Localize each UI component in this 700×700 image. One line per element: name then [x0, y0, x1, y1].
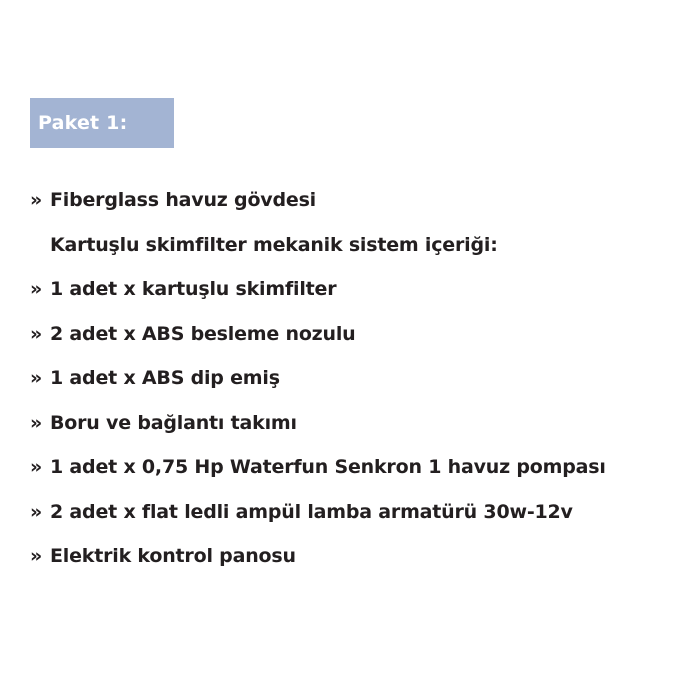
list-item — [30, 312, 690, 357]
list-item-text: Fiberglass havuz gövdesi — [50, 189, 316, 212]
list-item-subheading — [30, 223, 690, 268]
list-item — [30, 445, 690, 490]
bullet-marker: » — [30, 322, 43, 345]
list-item-text: 2 adet x ABS besleme nozulu — [50, 322, 356, 345]
bullet-marker: » — [30, 278, 43, 301]
list-item — [30, 401, 690, 446]
list-item-text: 1 adet x 0,75 Hp Waterfun Senkron 1 havuz pompası — [50, 456, 606, 479]
list-item-text: Boru ve bağlantı takımı — [50, 411, 297, 434]
list-item-text: Kartuşlu skimfilter mekanik sistem içeriği: — [50, 233, 498, 256]
list-item-text: 1 adet x kartuşlu skimfilter — [50, 278, 337, 301]
package-title: Paket 1: — [38, 112, 128, 134]
bullet-marker: » — [30, 456, 43, 479]
list-item-text: 2 adet x flat ledli ampül lamba armatürü 30w-12v — [50, 500, 573, 523]
list-item — [30, 490, 690, 535]
list-item-text: 1 adet x ABS dip emiş — [50, 367, 280, 390]
bullet-marker: » — [30, 545, 43, 568]
list-item — [30, 178, 690, 223]
list-item — [30, 267, 690, 312]
list-item-text: Elektrik kontrol panosu — [50, 545, 296, 568]
list-item — [30, 534, 690, 579]
bullet-marker: » — [30, 500, 43, 523]
package-badge — [30, 98, 174, 148]
list-item — [30, 356, 690, 401]
package-contents-list — [30, 178, 690, 579]
bullet-marker: » — [30, 189, 43, 212]
bullet-marker: » — [30, 411, 43, 434]
bullet-marker: » — [30, 367, 43, 390]
